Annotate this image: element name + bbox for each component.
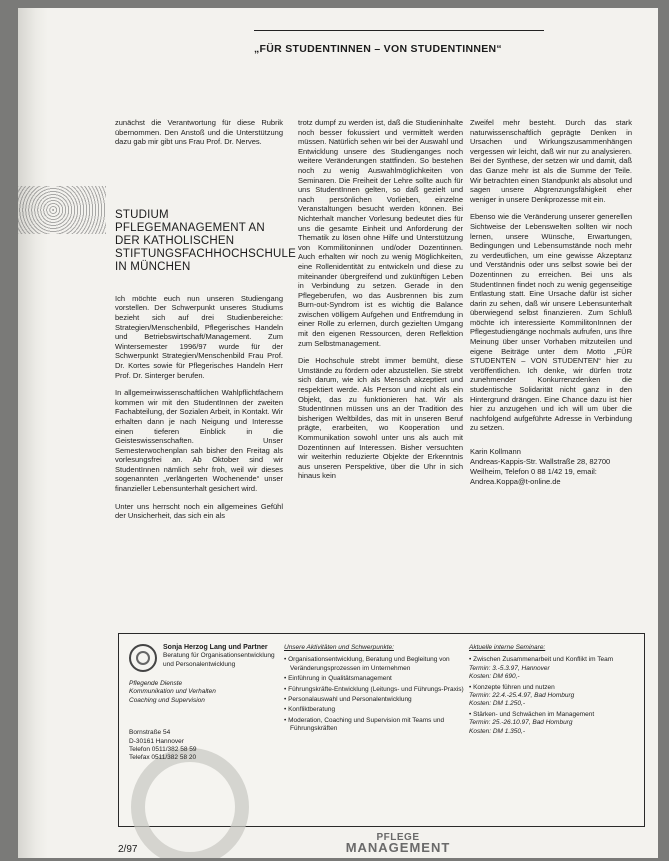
- seminar-title: Stärken- und Schwächen im Management: [473, 710, 595, 718]
- header-rule: [254, 30, 544, 31]
- ad-service-item: Kommunikation und Verhalten: [129, 688, 216, 696]
- section-marker-graphic: [18, 186, 106, 234]
- author-signature: [470, 447, 632, 487]
- ad-column-contact: [129, 644, 279, 763]
- ad-service-item: Pflegende Dienste: [129, 680, 183, 687]
- body-paragraph: In allgemeinwissenschaftlichen Wahlpflichtfächern kommen wir mit den StudentInnen der zweiten Fachabteilung, der Sozialen Arbeit, in Kontakt. Wir erhalten dann je nach Neigung und Interesse einen tieferen Einblick in die Geisteswissenschaften. Unser Semesterwochenplan sah bisher den Freitag als vorlesungsfrei an. Ab Oktober sind wir StudentInnen nämlich sehr froh, weil wir dieses sogenannten „verlängerten Wochenende“ unser finanzieller Lebensunterhalt gesichert wird.: [115, 388, 283, 494]
- ad-column-seminars: [469, 644, 637, 738]
- body-paragraph: Unter uns herrscht noch ein allgemeines Gefühl der Unsicherheit, das sich ein als: [115, 501, 283, 521]
- list-item: • Führungskräfte-Entwicklung (Leitungs- und Führungs-Praxis): [284, 686, 464, 694]
- list-item: [469, 684, 637, 709]
- author-email: Andrea.Koppa@t-online.de: [470, 477, 561, 486]
- column-3: [470, 118, 632, 487]
- seminar-fee: Kosten: DM 690,-: [469, 673, 520, 681]
- body-paragraph: Die Hochschule strebt immer bemüht, diese Umstände zu fördern oder abzustellen. Sie strebt sich darum, wie ich als Mensch akzeptiert und respektiert werde. Als Person und nicht als ein Objekt, das zu funktionieren hat. Wir als StudentInnen müssen uns an der Tradition des bisherigen Weltbildes, das mit in unseren Beruf prägte, erarbeiten, wo Kooperation und Kommunikation sowohl unter uns als auch mit Dozentinnen auf Interessen. Bisher versuchten wir weiterhin reduzierte Objekte der Erkenntnis aus unseren Perspektive, über die Uhr in sich hinaus kein: [298, 356, 463, 481]
- list-item: • Organisationsentwicklung, Beratung und Begleitung von Veränderungsprozessen im Unternehmen: [284, 656, 464, 673]
- list-item: • Moderation, Coaching und Supervision mit Teams und Führungskräften: [284, 717, 464, 734]
- list-item: • Personalauswahl und Personalentwicklung: [284, 696, 464, 704]
- body-paragraph: Ebenso wie die Veränderung unserer generellen Sichtweise der Lebenswelten sollten wir noch lernen, unsere Wünsche, Erwartungen, Bedingungen und Lebensumstände noch mehr zu verdeutlichen, um eine gewisse Akzeptanz und Verständnis oder uns selbst sowie bei der Dozentinnen zu erreichen. Bei uns als StudentInnen findet noch zu wenig gegenseitige Entlastung statt. Eine Ursache dafür ist sicher darin zu sehen, daß wir unsere Lebensunterhalt überwiegend selbst finanzieren. Zum Schluß möchte ich interessierte KommilitonInnen der Pflegestudiengänge nochmals aufrufen, uns Ihre Meinung über unser Vorhaben mitzuteilen und eigene Beiträge unter dem Motto „FÜR STUDENTEN – VON STUDENTEN“ hier zu veröffentlichen. Ich denke, wir dürfen trotz zunehmender Konkurrenzdenken die studentische Solidarität nicht ganz in den Hintergrund drängen. Eine Chance dazu ist hier hier zu anzugehen und ich will um über die nachfolgend aufgeführte Adresse in Verbindung zu setzen.: [470, 212, 632, 433]
- magazine-logo: [318, 833, 478, 853]
- ad-column-activities: [284, 644, 464, 736]
- seminar-date: Termin: 3.-5.3.97, Hannover: [469, 664, 550, 672]
- company-logo-icon: [129, 644, 157, 672]
- page-number: 2/97: [118, 844, 138, 855]
- logo-top-text: PFLEGE: [376, 832, 420, 843]
- seminar-fee: Kosten: DM 1.250,-: [469, 700, 525, 708]
- seminar-title: Konzepte führen und nutzen: [473, 683, 555, 691]
- column-2: [298, 118, 463, 489]
- ad-seminars-heading: Aktuelle interne Seminare:: [469, 644, 546, 651]
- advertisement-box: [118, 633, 645, 827]
- magazine-page: [18, 8, 658, 858]
- ad-address-line: Bornstraße 54: [129, 729, 171, 737]
- ad-address: [129, 729, 279, 763]
- list-item: • Einführung in Qualitätsmanagement: [284, 675, 464, 683]
- list-item: [469, 656, 637, 681]
- ad-phone: Telefon 0511/382 58 59: [129, 746, 197, 754]
- ad-address-line: D-30161 Hannover: [129, 737, 184, 745]
- ad-service-item: Coaching und Supervision: [129, 696, 205, 704]
- author-name: Karin Kollmann: [470, 447, 521, 456]
- ad-activities-list: [284, 656, 464, 733]
- ad-brand: Sonja Herzog Lang und Partner: [163, 644, 268, 651]
- body-paragraph: trotz dumpf zu werden ist, daß die Studieninhalte noch besser fokussiert und vermittelt werden müssen. Natürlich sehen wir bei der Auswahl und Entwicklung unsere des Studienganges noch weitere Veränderungen stattfinden. So bestehen noch zu wenig Auswahlmöglichkeiten von Seminaren. Die Freiheit der Lehre sollte auch für uns StudentInnen gelten, so daß gezielt und nach persönlichen Vorlieben, einzelne Veranstaltungen besucht werden können. Bei Nichterhalt mancher Vorlesung bedeutet dies für uns die gesamte Einheit und Anforderung der Thematik zu lösen ohne Hilfe und Unterstützung von Kommilitoninnen und/oder Dozentinnen. Auch erhalten wir noch zu wenig Möglichkeiten, eine Rollenidentität zu entwickeln und diese zu miteinander übergreifend und zukünftigen Leben in Verbindung zu setzen. Gerade in den Pflegeberufen, wo das Ausbrennen bis zum Burn-out-Syndrom ist es wichtig die Balance zwischen völligem Aufgehen und Entfremdung in einer Rolle zu erlernen, durch gezielten Umgang mit den eigenen Ressourcen, deren Reflektion zum Selbstmanagement.: [298, 118, 463, 348]
- ad-tagline: Beratung für Organisationsentwicklung und Personalentwicklung: [163, 652, 275, 668]
- list-item: • Konfliktberatung: [284, 706, 464, 714]
- body-paragraph: Zweifel mehr besteht. Durch das stark naturwissenschaftlich geprägte Denken in Ursachen und Wirkungszusammenhängen vergessen wir leicht, daß wir nur zu analysieren. Bei der Synthese, der setzen wir und damit, daß das Ganze mehr ist als die Summe der Teile. Wir betrachten einen Standpunkt als absolut und sagen unsere Abgrenzungsfähigkeit eher weniger in unsere Denkprozesse mit ein.: [470, 118, 632, 204]
- author-address: Weilheim, Telefon 0 88 1/42 19, email:: [470, 467, 597, 476]
- seminar-date: Termin: 25.-26.10.97, Bad Homburg: [469, 719, 573, 727]
- body-paragraph: Ich möchte euch nun unseren Studiengang vorstellen. Der Schwerpunkt unseres Studiums bezieht sich auf drei Studienbereiche: Strategien/Menschenbild, Pflegerisches Handeln und Betriebswirtschaft/Management. Zum Wintersemester 1996/97 wurde für der Schwerpunkt Strategien/Menschenbild Frau Prof. Dr. Kortes sowie für Pflegerisches Handeln Herr Prof. Dr. Sinterger berufen.: [115, 293, 283, 380]
- logo-bottom-text: MANAGEMENT: [345, 840, 451, 855]
- intro-paragraph: zunächst die Verantwortung für diese Rubrik übernommen. Den Anstoß und die Unterstützung dazu gab mir gibt uns Frau Prof. Dr. Nerves.: [115, 118, 283, 147]
- article-heading: STUDIUM PFLEGEMANAGEMENT AN DER KATHOLISCHEN STIFTUNGSFACHHOCHSCHULE IN MÜNCHEN: [115, 208, 296, 273]
- ad-services: [129, 680, 279, 705]
- column-1: [115, 118, 296, 529]
- ad-fax: Telefax 0511/382 58 20: [129, 754, 197, 762]
- seminar-fee: Kosten: DM 1.350,-: [469, 727, 525, 735]
- ad-activities-heading: Unsere Aktivitäten und Schwerpunkte:: [284, 644, 394, 651]
- seminar-title: Zwischen Zusammenarbeit und Konflikt im Team: [473, 656, 614, 664]
- page-spine-shadow: [18, 8, 48, 858]
- ad-decorative-swirl: [131, 748, 249, 858]
- author-address: Andreas-Kappis-Str. Wallstraße 28, 82700: [470, 457, 611, 466]
- running-head: „FÜR STUDENTINNEN – VON STUDENTINNEN“: [254, 43, 502, 55]
- ad-seminars-list: [469, 656, 637, 736]
- list-item: [469, 711, 637, 736]
- seminar-date: Termin: 22.4.-25.4.97, Bad Homburg: [469, 692, 575, 700]
